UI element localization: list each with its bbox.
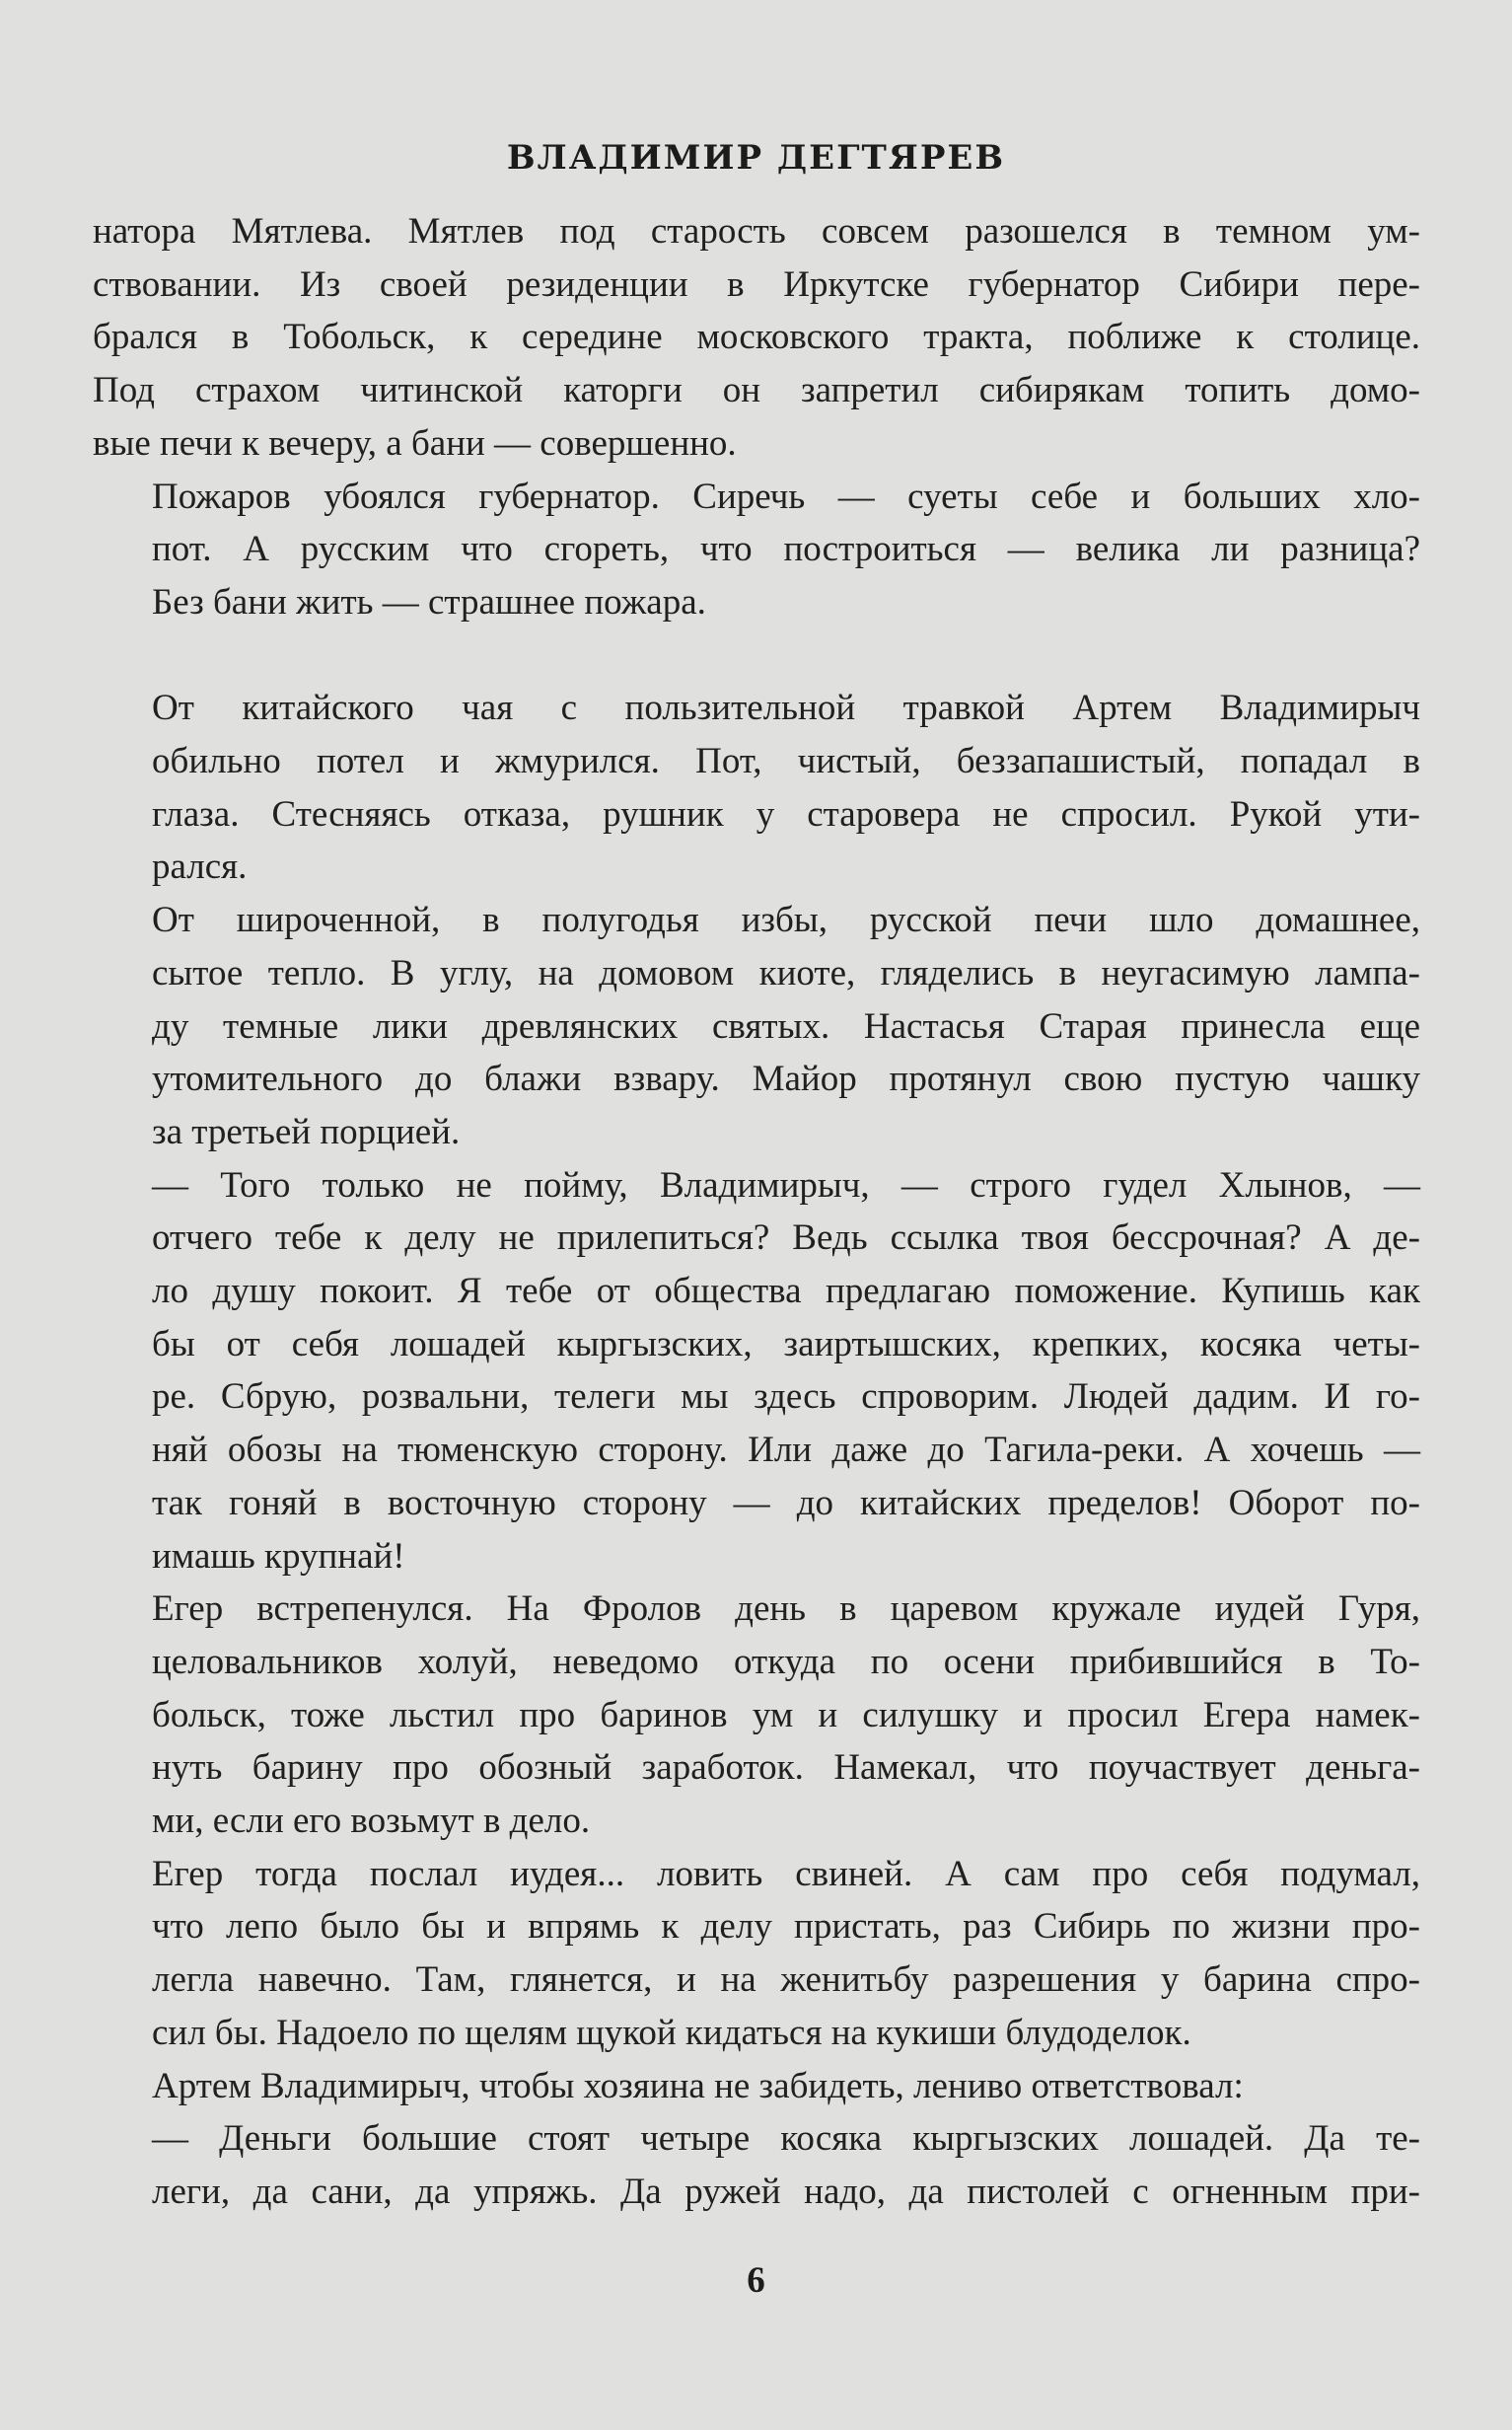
text-line: От китайского чая с пользительной травкой Артем Владимирыч	[152, 688, 1420, 729]
text-line: ре. Сбрую, розвальни, телеги мы здесь спроворим. Людей дадим. И го-	[152, 1376, 1420, 1418]
paragraph	[93, 1848, 1420, 2060]
text-line: брался в Тобольск, к середине московского тракта, поближе к столице.	[93, 317, 1420, 358]
paragraph	[93, 2112, 1420, 2218]
text-line: — Деньги большие стоят четыре косяка кыргызских лошадей. Да те-	[152, 2118, 1420, 2160]
text-line: Пожаров убоялся губернатор. Сиречь — суеты себе и больших хло-	[152, 476, 1420, 517]
text-line: ми, если его возьмут в дело.	[152, 1801, 591, 1842]
paragraph	[93, 1583, 1420, 1848]
running-head: ВЛАДИМИР ДЕГТЯРЕВ	[506, 138, 1006, 178]
text-line: леги, да сани, да упряжь. Да ружей надо, да пистолей с огненным при-	[152, 2172, 1420, 2212]
paragraph	[93, 894, 1420, 1159]
text-line: обильно потел и жмурился. Пот, чистый, беззапашистый, попадал в	[152, 741, 1420, 782]
text-line: Егер встрепенулся. На Фролов день в царевом кружале иудей Гуря,	[152, 1588, 1420, 1630]
paragraph	[93, 2060, 1420, 2113]
text-line: отчего тебе к делу не прилепиться? Ведь ссылка твоя бессрочная? А де-	[152, 1217, 1420, 1259]
text-line: за третьей порцией.	[152, 1111, 461, 1152]
paragraph	[93, 1159, 1420, 1583]
text-line: сил бы. Надоело по щелям щукой кидаться на кукиши блудоделок.	[152, 2012, 1191, 2053]
text-line: нуть барину про обозный заработок. Намекал, что поучаствует деньга-	[152, 1747, 1420, 1789]
text-line: рался.	[152, 847, 248, 888]
text-line: вые печи к вечеру, а бани — совершенно.	[93, 422, 737, 464]
text-line: ло душу покоит. Я тебе от общества предлагаю поможение. Купишь как	[152, 1271, 1420, 1312]
text-line: От широченной, в полугодья избы, русской печи шло домашнее,	[152, 900, 1420, 941]
text-line: Под страхом читинской каторги он запретил сибирякам топить домо-	[93, 370, 1420, 411]
text-line: сытое тепло. В углу, на домовом киоте, гляделись в неугасимую лампа-	[152, 952, 1420, 994]
text-line: бы от себя лошадей кыргызских, заиртышских, крепких, косяка четы-	[152, 1323, 1420, 1364]
text-line: Артем Владимирыч, чтобы хозяина не забидеть, лениво ответствовал:	[152, 2065, 1244, 2106]
text-line: имашь крупнай!	[152, 1535, 405, 1577]
paragraph	[93, 205, 1420, 471]
text-line: глаза. Стесняясь отказа, рушник у старовера не спросил. Рукой ути-	[152, 793, 1420, 835]
page-number: 6	[747, 2260, 765, 2301]
body-text	[93, 205, 1420, 2219]
text-line: натора Мятлева. Мятлев под старость совсем разошелся в темном ум-	[93, 211, 1420, 252]
text-line: что лепо было бы и впрямь к делу пристать, раз Сибирь по жизни про-	[152, 1906, 1420, 1948]
paragraph	[93, 471, 1420, 629]
paragraph	[93, 682, 1420, 894]
text-line: ствовании. Из своей резиденции в Иркутске губернатор Сибири пере-	[93, 263, 1420, 305]
text-line: Егер тогда послал иудея... ловить свиней. А сам про себя подумал,	[152, 1853, 1420, 1894]
text-line: легла навечно. Там, глянется, и на женитьбу разрешения у барина спро-	[152, 1959, 1420, 2001]
text-line: няй обозы на тюменскую сторону. Или даже до Тагила-реки. А хочешь —	[152, 1430, 1420, 1471]
text-line: ду темные лики древлянских святых. Настасья Старая принесла еще	[152, 1005, 1420, 1047]
text-line: так гоняй в восточную сторону — до китайских пределов! Оборот по-	[152, 1482, 1420, 1523]
text-line: — Того только не пойму, Владимирыч, — строго гудел Хлынов, —	[152, 1164, 1420, 1206]
text-line: утомительного до блажи взвару. Майор протянул свою пустую чашку	[152, 1059, 1420, 1100]
text-line: пот. А русским что сгореть, что построиться — велика ли разница?	[152, 529, 1420, 570]
text-line: больск, тоже льстил про баринов ум и силушку и просил Егера намек-	[152, 1694, 1420, 1735]
text-line: Без бани жить — страшнее пожара.	[152, 581, 706, 623]
text-line: целовальников холуй, неведомо откуда по осени прибившийся в То-	[152, 1641, 1420, 1682]
